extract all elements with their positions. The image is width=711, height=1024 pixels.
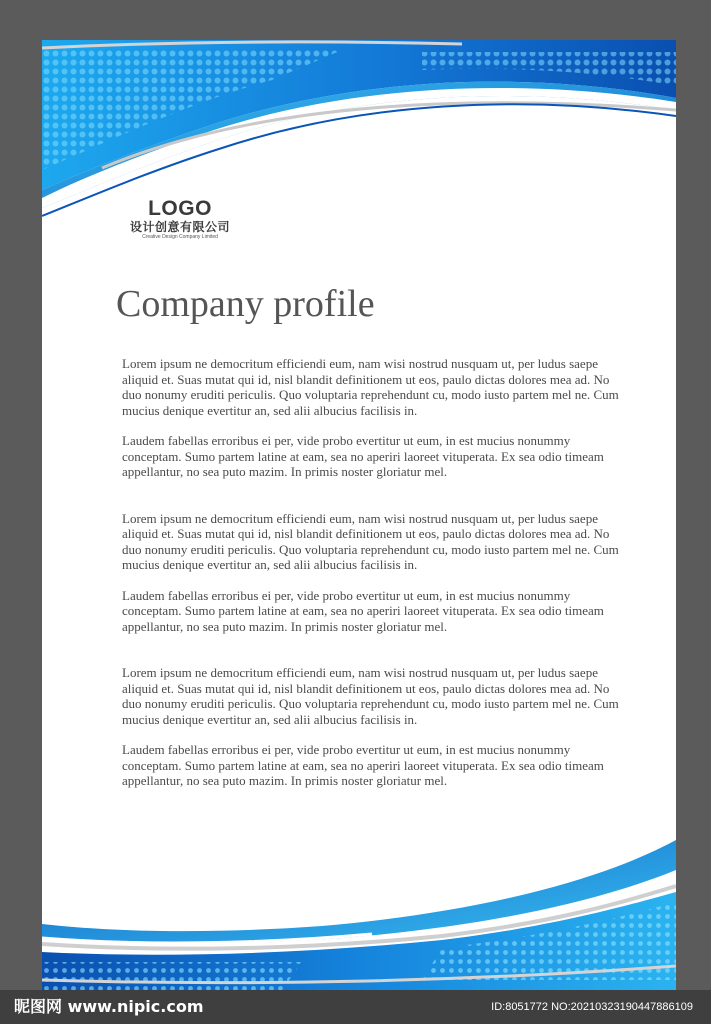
body-text (122, 356, 622, 789)
paragraph: Lorem ipsum ne democritum efficiendi eum, nam wisi nostrud nusquam ut, per ludus saepe aliquid et. Suas mutat qui id, nisl blandit definitionem ut eos, paulo dictas dolores mea ad. No duo nonumy eruditi periculis. Quo voluptaria reprehendunt cu, modo iusto partem mel ne. Cum mucius denique evertitur an, sed alii albucius facilisis in. (122, 356, 619, 418)
bottom-wave-decoration (42, 840, 676, 990)
paragraph: Laudem fabellas erroribus ei per, vide probo evertitur ut eum, in est mucius nonummy conceptam. Sumo partem latine at eam, sea no aperiri laoreet vituperata. Ex sea odio timeam appellantur, no sea puto mazim. In primis noster gloriatur mel. (122, 587, 604, 634)
letterhead-page (42, 40, 676, 990)
site-brand: 昵图网 www.nipic.com (14, 997, 204, 1016)
logo-company-name-cn: 设计创意有限公司 (129, 220, 230, 234)
page-title: Company profile (116, 283, 375, 325)
company-logo (118, 198, 242, 241)
paragraph: Lorem ipsum ne democritum efficiendi eum, nam wisi nostrud nusquam ut, per ludus saepe aliquid et. Suas mutat qui id, nisl blandit definitionem ut eos, paulo dictas dolores mea ad. No duo nonumy eruditi periculis. Quo voluptaria reprehendunt cu, modo iusto partem mel ne. Cum mucius denique evertitur an, sed alii albucius facilisis in. (122, 510, 619, 572)
image-id-text: ID:8051772 NO:20210323190447886109 (491, 1001, 693, 1013)
logo-company-name-en: Creative Design Company Limited (142, 234, 218, 240)
paragraph: Lorem ipsum ne democritum efficiendi eum, nam wisi nostrud nusquam ut, per ludus saepe aliquid et. Suas mutat qui id, nisl blandit definitionem ut eos, paulo dictas dolores mea ad. No duo nonumy eruditi periculis. Quo voluptaria reprehendunt cu, modo iusto partem mel ne. Cum mucius denique evertitur an, sed alii albucius facilisis in. (122, 665, 619, 727)
paragraph: Laudem fabellas erroribus ei per, vide probo evertitur ut eum, in est mucius nonummy conceptam. Sumo partem latine at eam, sea no aperiri laoreet vituperata. Ex sea odio timeam appellantur, no sea puto mazim. In primis noster gloriatur mel. (122, 742, 604, 788)
watermark-footer (0, 990, 711, 1024)
paragraph: Laudem fabellas erroribus ei per, vide probo evertitur ut eum, in est mucius nonummy conceptam. Sumo partem latine at eam, sea no aperiri laoreet vituperata. Ex sea odio timeam appellantur, no sea puto mazim. In primis noster gloriatur mel. (122, 433, 604, 479)
logo-text: LOGO (148, 197, 212, 220)
